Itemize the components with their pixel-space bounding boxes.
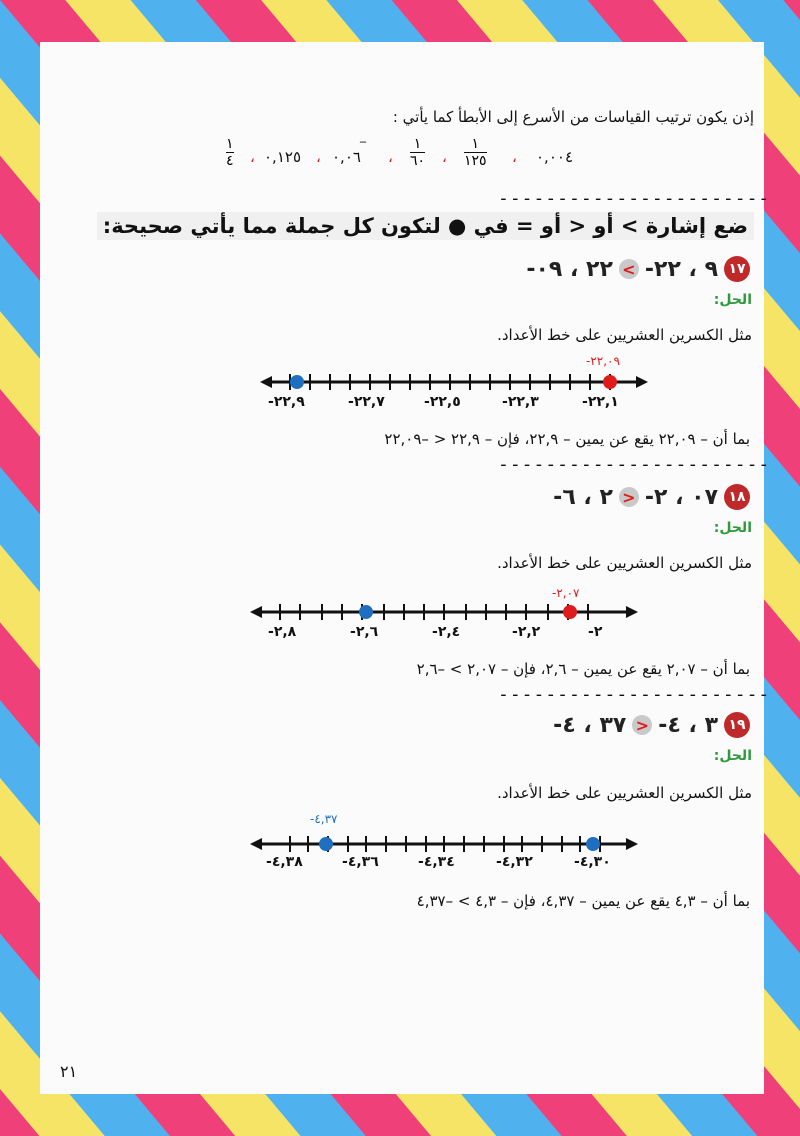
expr-right: -٢ ، ٦: [553, 484, 613, 510]
number-line-19: [250, 814, 640, 884]
instruction-heading: ضع إشارة > أو < أو = في ● لتكون كل جملة مما يأتي صحيحة:: [97, 212, 754, 240]
solution-label: الحل:: [713, 748, 752, 764]
order-item-0004: ٠,٠٠٤: [536, 148, 573, 166]
exercise-number-badge: ١٨: [724, 484, 750, 510]
tick-label: -٤,٣٤: [418, 854, 455, 870]
point-22-9: [290, 375, 304, 389]
separator: ،: [442, 148, 447, 166]
tick-label: -٢,٦: [350, 624, 379, 640]
exercise-19: [553, 712, 750, 738]
point-4-37: [319, 837, 333, 851]
point-label: -٢,٠٧: [552, 586, 580, 600]
exercise-number-badge: ١٧: [724, 256, 750, 282]
compare-symbol: >: [632, 715, 652, 735]
separator: ،: [388, 148, 393, 166]
point-label: -٢٢,٠٩: [586, 354, 620, 368]
exercise-number-badge: ١٩: [724, 712, 750, 738]
page-sheet: [40, 42, 771, 1094]
number-line-18: [250, 582, 640, 652]
frac-den: ٦٠: [410, 153, 426, 169]
tick-label: -٢٢,٧: [348, 394, 385, 410]
tick-label: -٤,٣٢: [496, 854, 533, 870]
fraction-quarter: [226, 136, 234, 169]
expr-right: -٢٢ ، ٠٩: [526, 256, 613, 282]
tick-label: -٢,٤: [432, 624, 461, 640]
point-4-3: [586, 837, 600, 851]
expr-left: -٠٧ ، ٢: [644, 484, 718, 510]
point-22-09: [603, 375, 617, 389]
exercise-18: [553, 484, 750, 510]
compare-symbol: >: [619, 487, 639, 507]
expr-right: -٣٧ ، ٤: [553, 712, 627, 738]
fraction-1-60: [410, 136, 425, 169]
solution-label: الحل:: [713, 520, 752, 536]
separator: ،: [316, 148, 321, 166]
divider: -----------------------: [498, 188, 771, 209]
frac-den: ٤: [226, 153, 234, 169]
tick-label: -٢٢,٩: [268, 394, 305, 410]
frac-den: ١٢٥: [464, 153, 487, 169]
conclusion-18: بما أن – ٢,٠٧ يقع عن يمين – ٢,٦، فإن – ٢,٠٧ > –٢,٦: [416, 660, 750, 678]
point-2-6: [359, 605, 373, 619]
conclusion-19: بما أن – ٤,٣ يقع عن يمين – ٤,٣٧، فإن – ٤,٣ > –٤,٣٧: [416, 892, 750, 910]
divider: -----------------------: [498, 454, 771, 475]
represent-instruction: مثل الكسرين العشريين على خط الأعداد.: [497, 326, 752, 344]
tick-label: -٤,٣٦: [342, 854, 379, 870]
order-item-006: ٠,٠٦: [332, 148, 361, 166]
intro-text: إذن يكون ترتيب القياسات من الأسرع إلى الأبطأ كما يأتي :: [392, 108, 754, 126]
represent-instruction: مثل الكسرين العشريين على خط الأعداد.: [497, 554, 752, 572]
expr-left: -٣ ، ٤: [658, 712, 718, 738]
frac-num: ١: [226, 136, 234, 152]
frac-num: ١: [413, 136, 422, 152]
separator: ،: [250, 148, 255, 166]
tick-label: -٢,٨: [268, 624, 297, 640]
solution-label: الحل:: [713, 292, 752, 308]
separator: ،: [512, 148, 517, 166]
represent-instruction: مثل الكسرين العشريين على خط الأعداد.: [497, 784, 752, 802]
fraction-1-125: [464, 136, 487, 169]
tick-label: -٢٢,١: [582, 394, 619, 410]
page-number: ٢١: [60, 1062, 78, 1081]
point-2-07: [563, 605, 577, 619]
tick-label: -٢٢,٣: [502, 394, 539, 410]
tick-label: -٢٢,٥: [424, 394, 461, 410]
point-label: -٤,٣٧: [310, 812, 338, 826]
conclusion-17: بما أن – ٢٢,٠٩ يقع عن يمين – ٢٢,٩، فإن – ٢٢,٩ < –٢٢,٠٩: [384, 430, 750, 448]
recurring-mark: ‾: [360, 140, 366, 154]
exercise-17: [526, 256, 750, 282]
tick-label: -٢,٢: [512, 624, 541, 640]
expr-left: -٩ ، ٢٢: [644, 256, 718, 282]
frac-num: ١: [471, 136, 480, 152]
compare-symbol: <: [619, 259, 639, 279]
divider: -----------------------: [498, 684, 771, 705]
order-sequence: [220, 134, 590, 184]
order-item-0125: ٠,١٢٥: [264, 148, 301, 166]
tick-label: -٢: [588, 624, 603, 640]
tick-label: -٤,٣٠: [574, 854, 611, 870]
tick-label: -٤,٣٨: [266, 854, 303, 870]
